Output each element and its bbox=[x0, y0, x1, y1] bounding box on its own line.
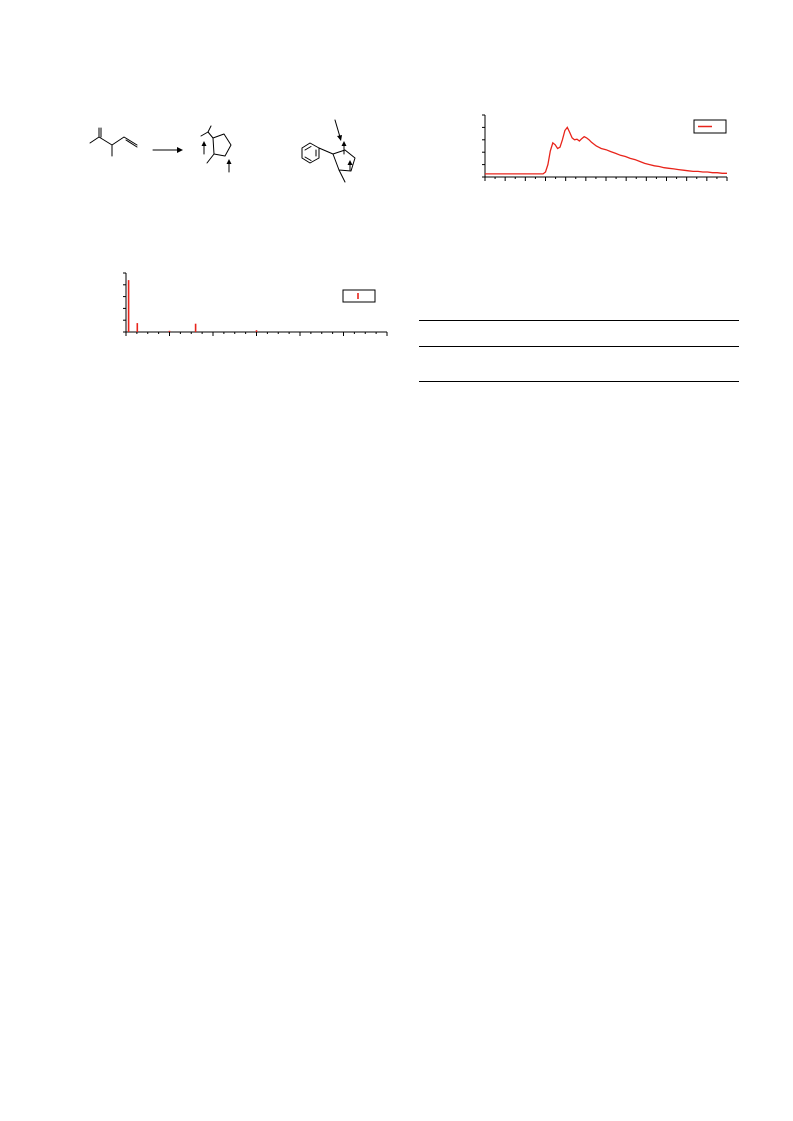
scheme-drawing bbox=[85, 112, 385, 192]
bar-plot bbox=[110, 268, 395, 348]
spectrum-chart bbox=[470, 110, 740, 192]
bar-3 bbox=[195, 324, 197, 332]
reaction-arrow bbox=[153, 147, 183, 153]
series-line-0 bbox=[485, 127, 727, 173]
table-header-rule bbox=[419, 346, 739, 347]
bar-chart bbox=[110, 268, 395, 348]
bar-0 bbox=[128, 280, 130, 332]
spectrum-plot bbox=[470, 110, 740, 192]
bar-1 bbox=[137, 323, 139, 332]
legend-box bbox=[343, 290, 375, 302]
reaction-scheme bbox=[85, 112, 385, 192]
phenyl-product-structure bbox=[302, 120, 355, 182]
bar-2 bbox=[169, 331, 171, 332]
table-bottom-rule bbox=[419, 381, 739, 382]
product-structure bbox=[201, 126, 232, 172]
reactant-structure bbox=[90, 128, 137, 156]
bar-4 bbox=[256, 330, 258, 332]
table-top-rule bbox=[419, 320, 739, 321]
